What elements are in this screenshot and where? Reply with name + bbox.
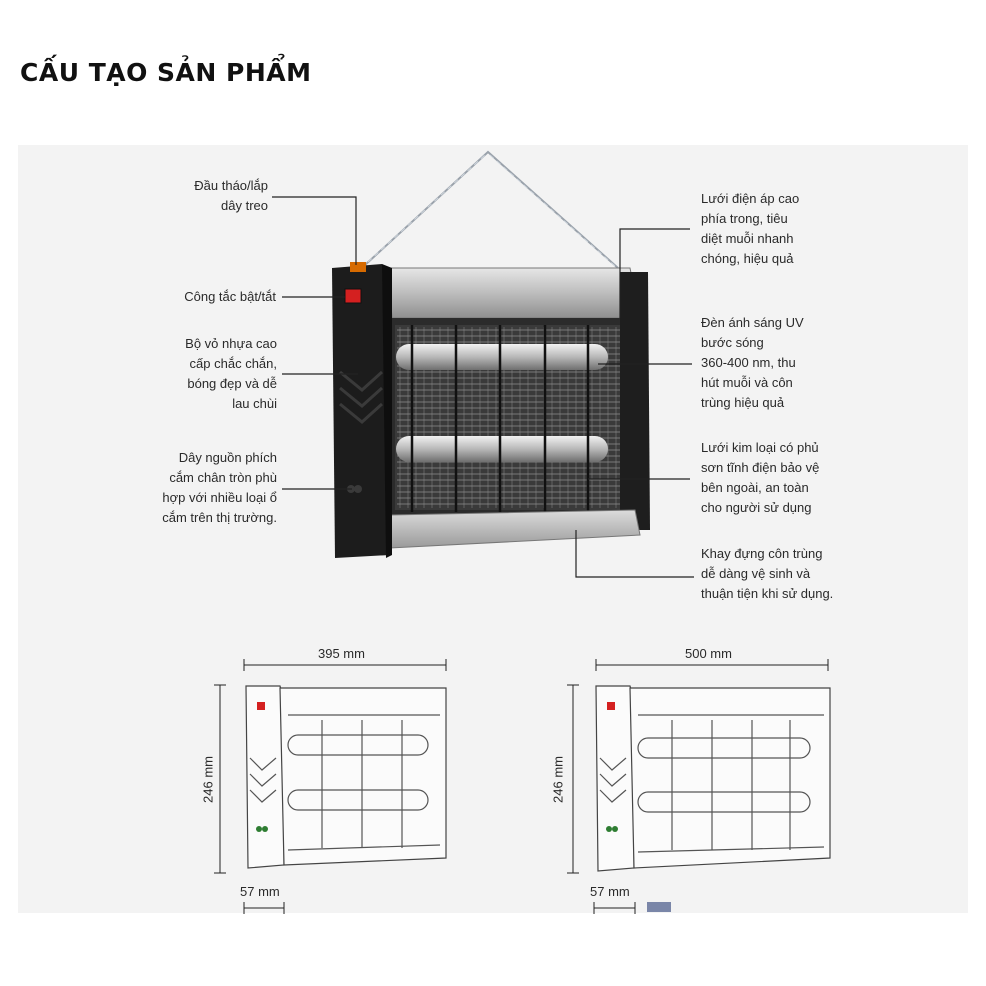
left-housing: [332, 262, 392, 558]
label-uv-lamp: Đèn ánh sáng UV bước sóng 360-400 nm, thu hút muỗi và côn trùng hiệu quả: [701, 315, 804, 410]
page-title: CẤU TẠO SẢN PHẨM: [20, 58, 312, 87]
dim-small-depth: 57 mm: [240, 884, 280, 899]
hanging-chain: [365, 152, 618, 268]
label-casing: Bộ vỏ nhựa cao cấp chắc chắn, bóng đẹp và dễ lau chùi: [185, 336, 277, 411]
label-outer-grid: Lưới kim loại có phủ sơn tĩnh điện bảo vệ bên ngoài, an toàn cho người sử dụng: [701, 440, 820, 515]
label-switch: Công tắc bật/tắt: [184, 289, 276, 304]
top-cover: [388, 268, 640, 318]
dim-large-height: 246 mm: [550, 756, 566, 803]
label-hanger: Đầu tháo/lắp dây treo: [194, 178, 268, 213]
label-inner-grid: Lưới điện áp cao phía trong, tiêu diệt muỗi nhanh chóng, hiệu quả: [701, 191, 800, 266]
dim-large-width: 500 mm: [685, 646, 732, 661]
dim-large-depth: 57 mm: [590, 884, 630, 899]
dim-small-width: 395 mm: [318, 646, 365, 661]
right-end-cap: [620, 272, 650, 530]
small-blue-mark: [647, 902, 671, 912]
label-cord: Dây nguồn phích cắm chân tròn phù hợp với nhiều loại ổ cắm trên thị trường.: [162, 450, 277, 525]
power-switch: [345, 289, 361, 303]
hanger-clip: [350, 262, 366, 272]
dimension-drawing-large: [567, 659, 830, 914]
label-tray: Khay đựng côn trùng dễ dàng vệ sinh và thuận tiện khi sử dụng.: [701, 546, 834, 601]
bottom-tray: [390, 510, 640, 548]
dimension-drawing-small: [214, 659, 446, 914]
dim-small-height: 246 mm: [200, 756, 216, 803]
